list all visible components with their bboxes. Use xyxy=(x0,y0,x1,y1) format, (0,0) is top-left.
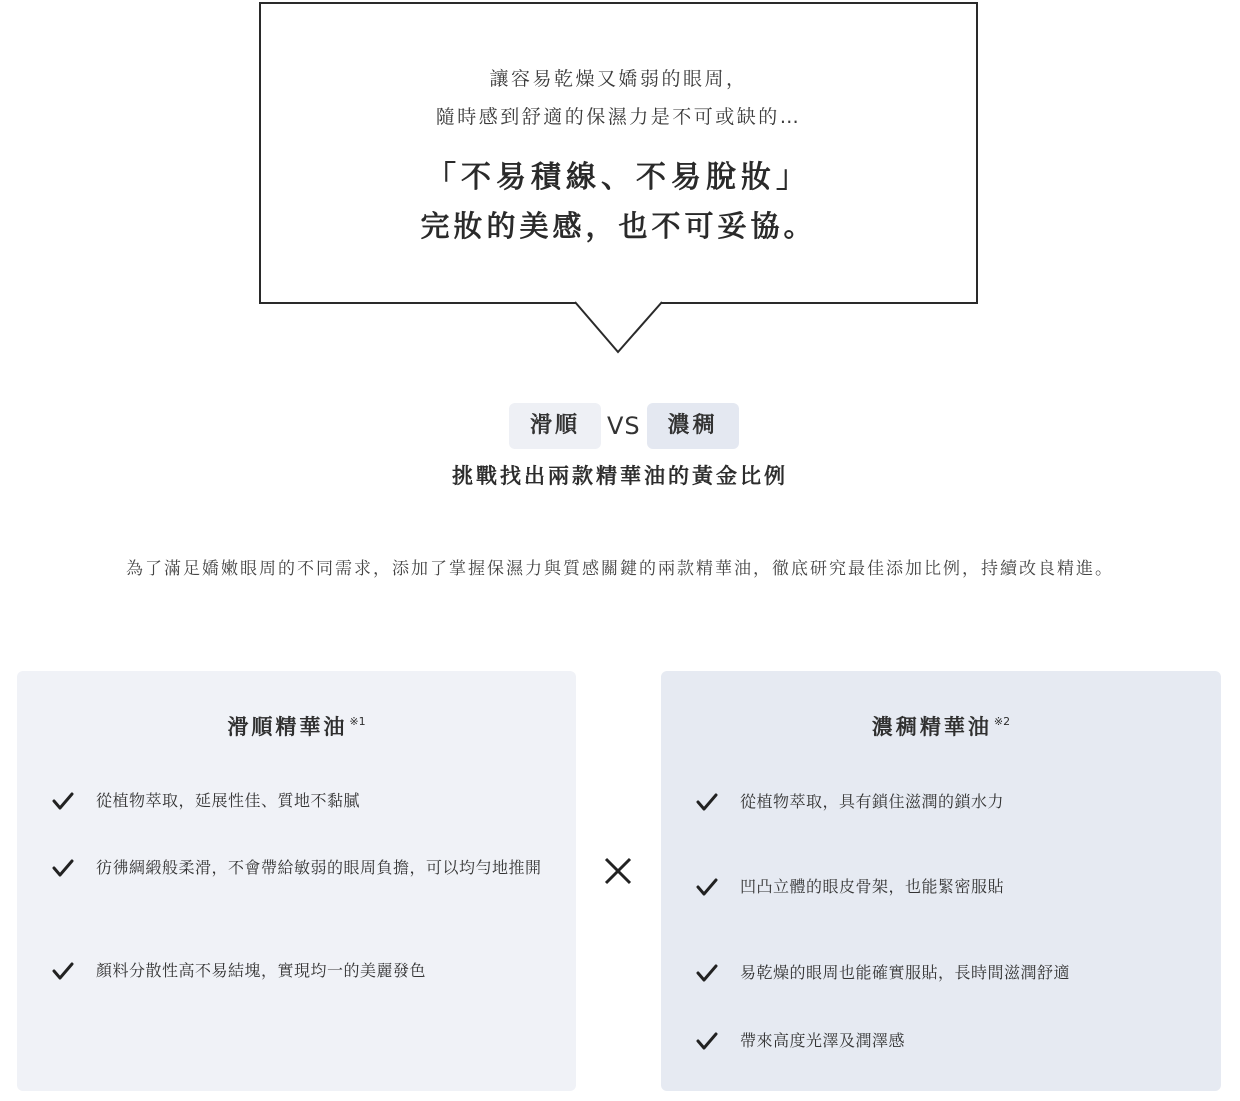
list-item-text: 從植物萃取，延展性佳、質地不黏膩 xyxy=(96,791,361,810)
bubble-text-line-2: 隨時感到舒適的保濕力是不可或缺的… xyxy=(435,106,802,128)
check-icon xyxy=(696,791,718,813)
smooth-oil-card-title xyxy=(17,711,576,741)
vs-label: VS xyxy=(607,412,641,440)
card-title-text: 濃稠精華油 xyxy=(871,715,992,739)
smooth-oil-card xyxy=(17,671,576,1091)
check-icon xyxy=(52,857,74,879)
thick-oil-card xyxy=(661,671,1221,1091)
list-item xyxy=(696,786,1196,818)
check-icon xyxy=(696,962,718,984)
bubble-text-line-1: 讓容易乾燥又嬌弱的眼周， xyxy=(489,68,748,90)
footnote-mark: ※1 xyxy=(349,715,366,728)
check-icon xyxy=(52,790,74,812)
list-item xyxy=(696,871,1196,903)
thick-oil-card-title xyxy=(661,711,1221,741)
tag-thick: 濃稠 xyxy=(647,403,739,449)
check-icon xyxy=(52,960,74,982)
section-description: 為了滿足嬌嫩眼周的不同需求，添加了掌握保濕力與質感關鍵的兩款精華油，徹底研究最佳添加比例，持續改良精進。 xyxy=(126,559,1114,579)
footnote-mark: ※2 xyxy=(993,715,1011,728)
card-title-text: 滑順精華油 xyxy=(227,715,348,739)
check-icon xyxy=(696,876,718,898)
list-item-text: 帶來高度光澤及潤澤感 xyxy=(740,1031,906,1050)
list-item-text: 顏料分散性高不易結塊，實現均一的美麗發色 xyxy=(96,961,427,980)
list-item-text: 從植物萃取，具有鎖住滋潤的鎖水力 xyxy=(740,792,1005,811)
tag-smooth: 滑順 xyxy=(509,403,601,449)
list-item xyxy=(52,955,552,987)
list-item xyxy=(52,785,552,817)
bubble-headline-line-2: 完妝的美感，也不可妥協。 xyxy=(420,209,817,243)
list-item xyxy=(696,957,1196,989)
list-item xyxy=(52,852,552,884)
list-item-text: 彷彿綢緞般柔滑，不會帶給敏弱的眼周負擔，可以均勻地推開 xyxy=(96,858,542,877)
speech-bubble xyxy=(259,2,978,304)
list-item-text: 易乾燥的眼周也能確實服貼，長時間滋潤舒適 xyxy=(740,963,1071,982)
times-icon xyxy=(602,855,634,887)
bubble-headline-line-1: 「不易積線、不易脫妝」 xyxy=(426,160,811,195)
check-icon xyxy=(696,1030,718,1052)
list-item xyxy=(696,1025,1196,1057)
compare-tags xyxy=(509,403,739,449)
list-item-text: 凹凸立體的眼皮骨架，也能緊密服貼 xyxy=(740,877,1005,896)
section-subtitle: 挑戰找出兩款精華油的黃金比例 xyxy=(452,464,788,488)
